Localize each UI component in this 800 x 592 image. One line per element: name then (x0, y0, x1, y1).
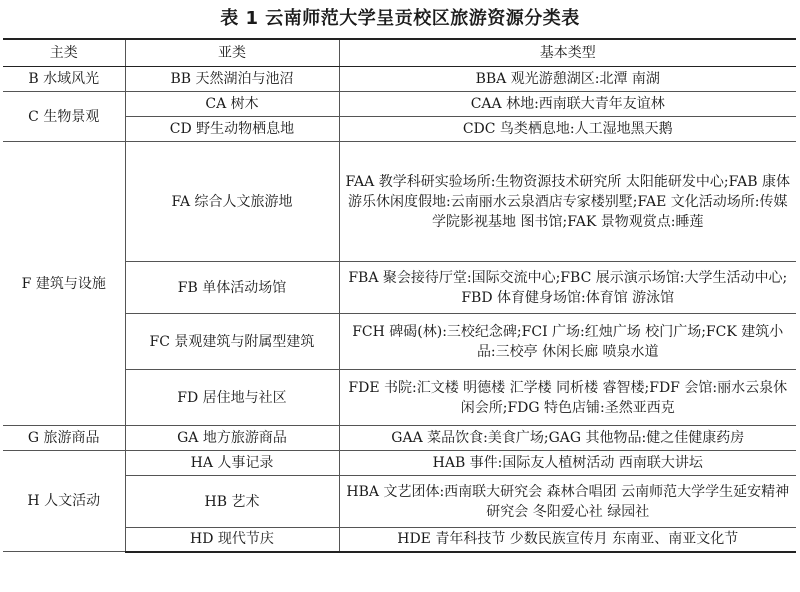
header-sub-category: 亚类 (125, 39, 339, 67)
sub-category-cell: HA 人事记录 (125, 451, 339, 476)
sub-category-cell: FC 景观建筑与附属型建筑 (125, 314, 339, 370)
sub-category-cell: HD 现代节庆 (125, 528, 339, 552)
header-row (3, 39, 796, 67)
sub-category-cell: HB 艺术 (125, 476, 339, 528)
main-category-cell: G 旅游商品 (3, 426, 125, 451)
basic-type-cell: GAA 菜品饮食:美食广场;GAG 其他物品:健之佳健康药房 (339, 426, 796, 451)
sub-category-cell: CD 野生动物栖息地 (125, 117, 339, 142)
table-row (3, 451, 796, 476)
sub-category-cell: FD 居住地与社区 (125, 370, 339, 426)
resource-classification-table (3, 38, 796, 553)
header-basic-type: 基本类型 (339, 39, 796, 67)
table-row (3, 92, 796, 117)
basic-type-cell: HDE 青年科技节 少数民族宣传月 东南亚、南亚文化节 (339, 528, 796, 552)
sub-category-cell: BB 天然湖泊与池沼 (125, 67, 339, 92)
header-main-category: 主类 (3, 39, 125, 67)
main-category-cell: C 生物景观 (3, 92, 125, 142)
sub-category-cell: CA 树木 (125, 92, 339, 117)
main-category-cell: F 建筑与设施 (3, 142, 125, 426)
table-row (3, 67, 796, 92)
sub-category-cell: FA 综合人文旅游地 (125, 142, 339, 262)
sub-category-cell: FB 单体活动场馆 (125, 262, 339, 314)
basic-type-cell: CDC 鸟类栖息地:人工湿地黑天鹅 (339, 117, 796, 142)
basic-type-cell: HAB 事件:国际友人植树活动 西南联大讲坛 (339, 451, 796, 476)
sub-category-cell: GA 地方旅游商品 (125, 426, 339, 451)
main-category-cell: B 水域风光 (3, 67, 125, 92)
basic-type-cell: FCH 碑碣(林):三校纪念碑;FCI 广场:红烛广场 校门广场;FCK 建筑小品:三校亭 休闲长廊 喷泉水道 (339, 314, 796, 370)
table-row (3, 426, 796, 451)
basic-type-cell: FDE 书院:汇文楼 明德楼 汇学楼 同析楼 睿智楼;FDF 会馆:丽水云泉休闲会所;FDG 特色店铺:圣然亚西克 (339, 370, 796, 426)
basic-type-cell: FBA 聚会接待厅堂:国际交流中心;FBC 展示演示场馆:大学生活动中心;FBD 体育健身场馆:体育馆 游泳馆 (339, 262, 796, 314)
main-category-cell: H 人文活动 (3, 451, 125, 552)
table-caption: 表 1 云南师范大学呈贡校区旅游资源分类表 (220, 8, 580, 29)
basic-type-cell: FAA 教学科研实验场所:生物资源技术研究所 太阳能研发中心;FAB 康体游乐休闲度假地:云南丽水云泉酒店专家楼别墅;FAE 文化活动场所:传媒学院影视基地 图书馆;FAK 景物观赏点:睡莲 (339, 142, 796, 262)
basic-type-cell: CAA 林地:西南联大青年友谊林 (339, 92, 796, 117)
basic-type-cell: BBA 观光游憩湖区:北潭 南湖 (339, 67, 796, 92)
table-row (3, 142, 796, 262)
basic-type-cell: HBA 文艺团体:西南联大研究会 森林合唱团 云南师范大学学生延安精神研究会 冬阳爱心社 绿园社 (339, 476, 796, 528)
